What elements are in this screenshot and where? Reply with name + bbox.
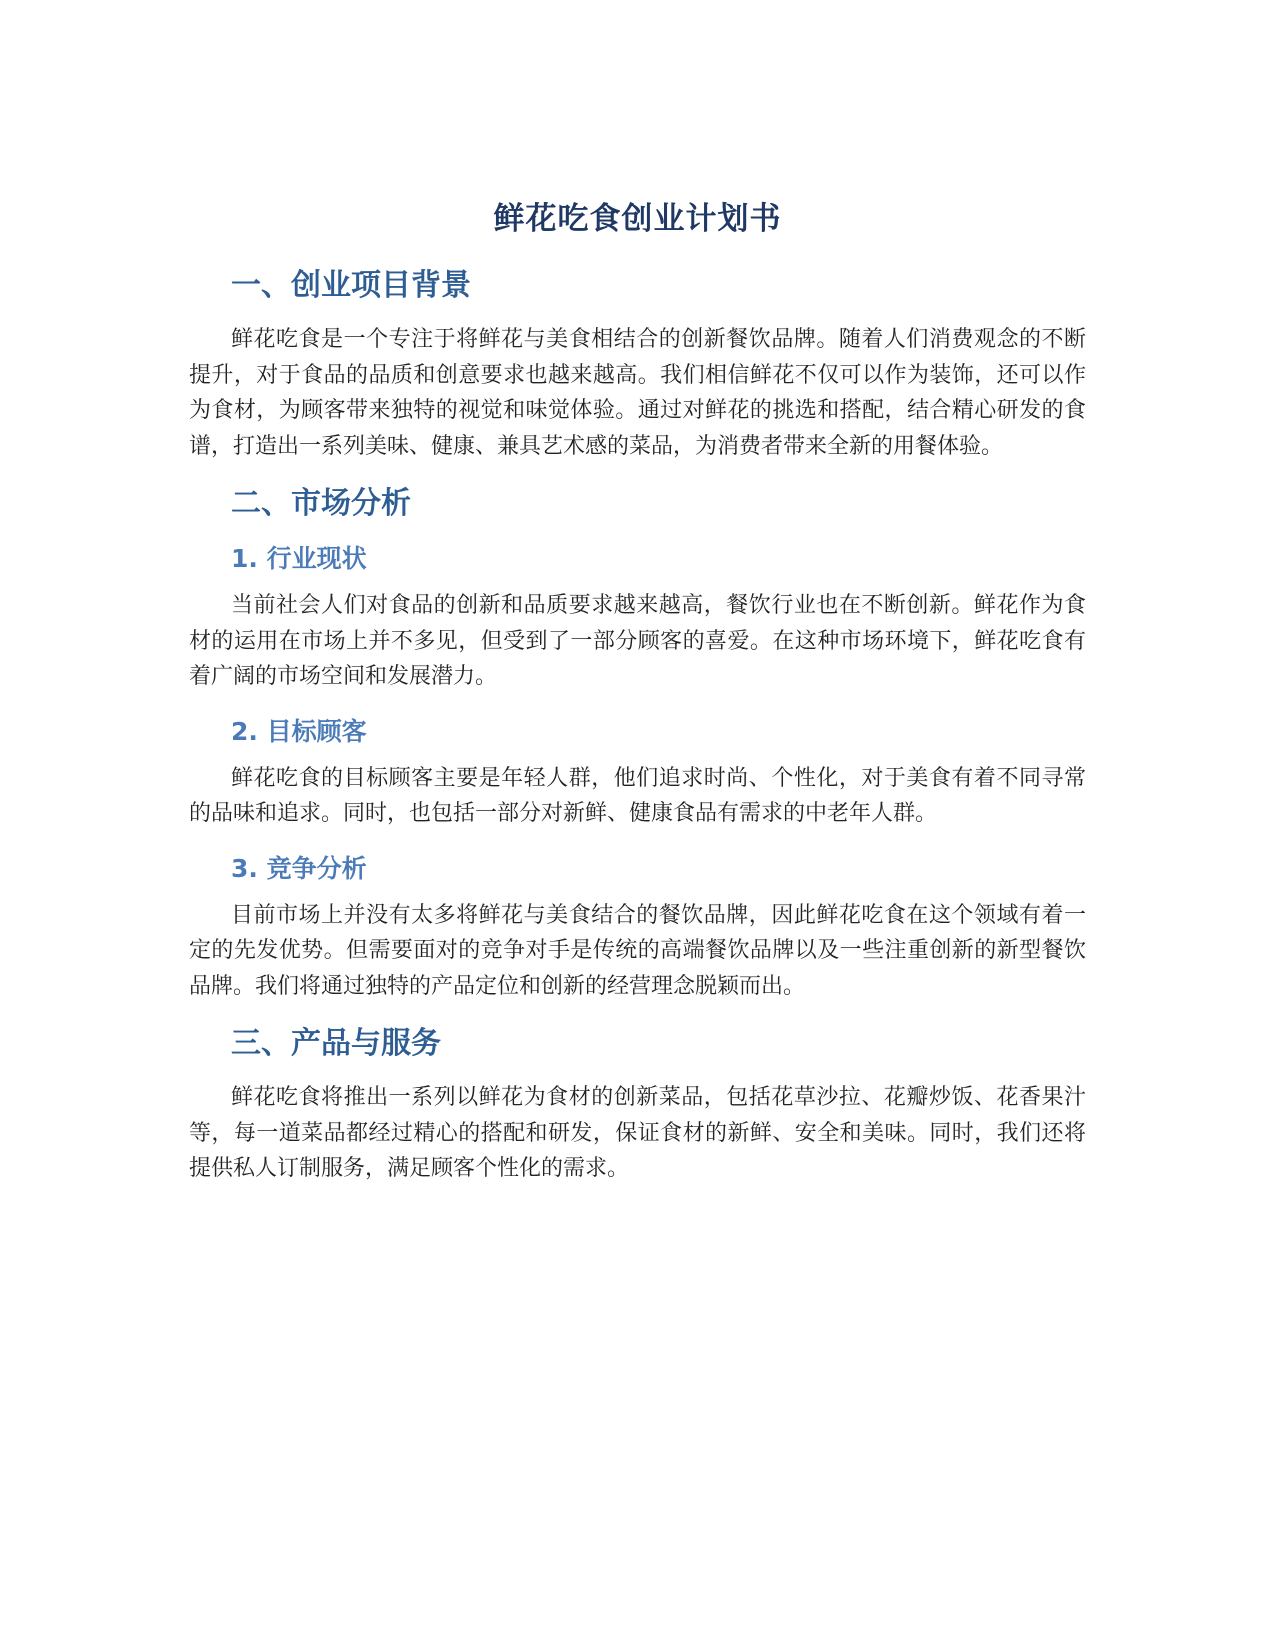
subsection-target-customers (189, 713, 1086, 832)
section-heading: 三、产品与服务 (231, 1026, 441, 1061)
document-body (189, 196, 1086, 1205)
subsection-heading: 2. 目标顾客 (231, 716, 367, 746)
subsection-paragraph: 鲜花吃食的目标顾客主要是年轻人群，他们追求时尚、个性化，对于美食有着不同寻常的品味和追求。同时，也包括一部分对新鲜、健康食品有需求的中老年人群。 (189, 765, 1086, 826)
section-market-analysis (189, 482, 1086, 1004)
subsection-heading: 3. 竞争分析 (231, 853, 367, 883)
subsection-industry-status (189, 540, 1086, 695)
section-background (189, 264, 1086, 464)
section-paragraph: 鲜花吃食将推出一系列以鲜花为食材的创新菜品，包括花草沙拉、花瓣炒饭、花香果汁等，每一道菜品都经过精心的搭配和研发，保证食材的新鲜、安全和美味。同时，我们还将提供私人订制服务，满足顾客个性化的需求。 (189, 1085, 1086, 1181)
subsection-paragraph: 目前市场上并没有太多将鲜花与美食结合的餐饮品牌，因此鲜花吃食在这个领域有着一定的先发优势。但需要面对的竞争对手是传统的高端餐饮品牌以及一些注重创新的新型餐饮品牌。我们将通过独特的产品定位和创新的经营理念脱颖而出。 (189, 902, 1086, 999)
subsection-competition-analysis (189, 850, 1086, 1005)
document-title: 鲜花吃食创业计划书 (493, 201, 782, 237)
subsection-paragraph: 当前社会人们对食品的创新和品质要求越来越高，餐饮行业也在不断创新。鲜花作为食材的运用在市场上并不多见，但受到了一部分顾客的喜爱。在这种市场环境下，鲜花吃食有着广阔的市场空间和发展潜力。 (189, 593, 1086, 689)
section-products-services (189, 1022, 1086, 1187)
section-heading: 一、创业项目背景 (231, 268, 471, 303)
section-heading: 二、市场分析 (231, 486, 411, 521)
section-paragraph: 鲜花吃食是一个专注于将鲜花与美食相结合的创新餐饮品牌。随着人们消费观念的不断提升，对于食品的品质和创意要求也越来越高。我们相信鲜花不仅可以作为装饰，还可以作为食材，为顾客带来独特的视觉和味觉体验。通过对鲜花的挑选和搭配，结合精心研发的食谱，打造出一系列美味、健康、兼具艺术感的菜品，为消费者带来全新的用餐体验。 (189, 327, 1086, 459)
subsection-heading: 1. 行业现状 (231, 544, 367, 573)
